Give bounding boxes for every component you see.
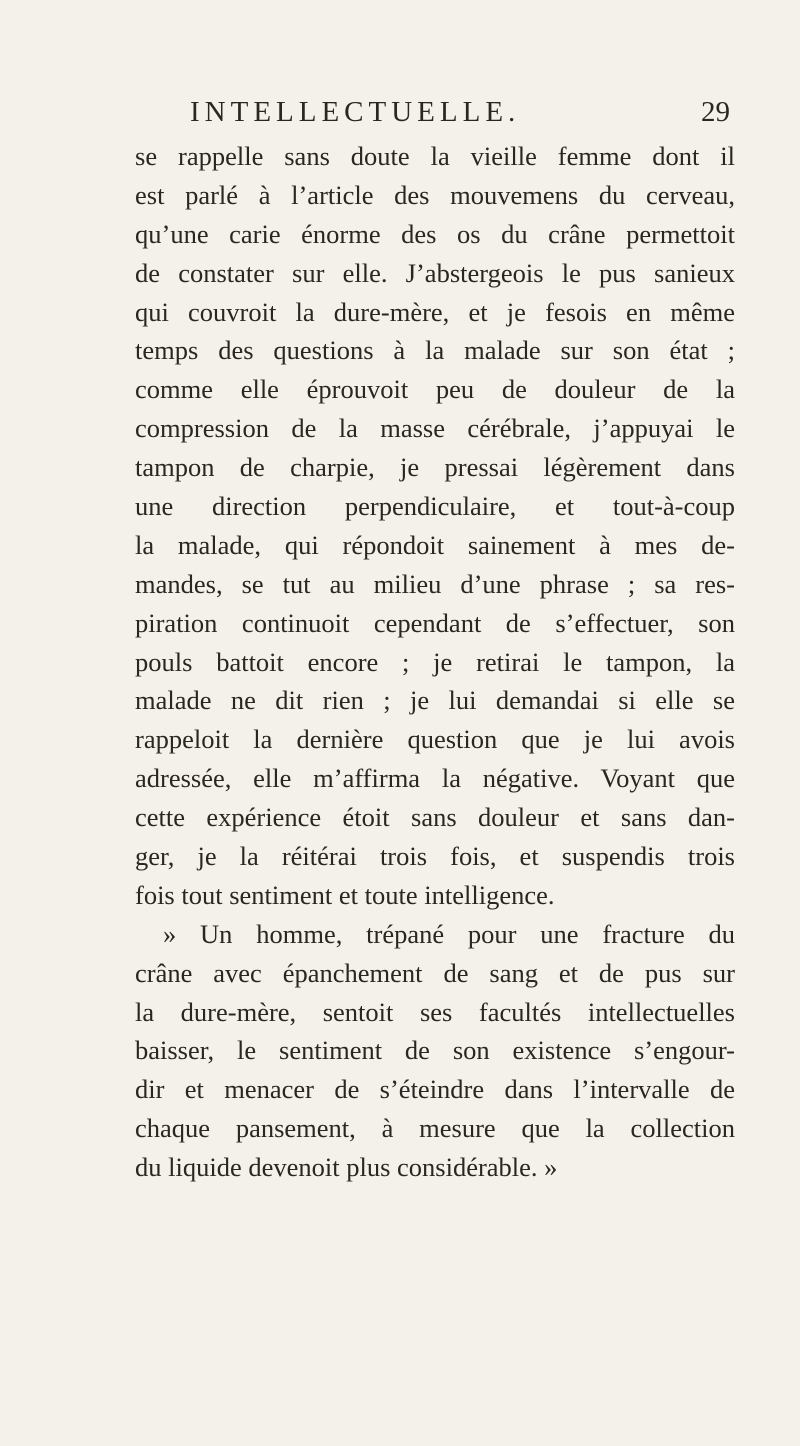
text-line: mandes, se tut au milieu d’une phrase ; sa res- bbox=[135, 568, 735, 599]
text-line: est parlé à l’article des mouvemens du cerveau, bbox=[135, 179, 735, 210]
text-line: qu’une carie énorme des os du crâne permettoit bbox=[135, 218, 735, 249]
text-line: la dure-mère, sentoit ses facultés intellectuelles bbox=[135, 996, 735, 1027]
body-text bbox=[135, 137, 735, 1187]
text-line: du liquide devenoit plus considérable. » bbox=[135, 1152, 558, 1183]
text-line: adressée, elle m’affirma la négative. Voyant que bbox=[135, 763, 735, 794]
text-line: pouls battoit encore ; je retirai le tampon, la bbox=[135, 646, 735, 677]
text-line: cette expérience étoit sans douleur et sans dan- bbox=[135, 802, 735, 833]
text-line: tampon de charpie, je pressai légèrement dans bbox=[135, 452, 735, 483]
text-line: de constater sur elle. J’abstergeois le pus sanieux bbox=[135, 257, 735, 288]
running-title: INTELLECTUELLE. bbox=[190, 96, 521, 128]
page-number: 29 bbox=[701, 96, 730, 128]
text-line: une direction perpendiculaire, et tout-à-coup bbox=[135, 491, 735, 522]
running-head bbox=[190, 92, 730, 132]
text-line: dir et menacer de s’éteindre dans l’intervalle de bbox=[135, 1074, 735, 1105]
text-line: ger, je la réitérai trois fois, et suspendis trois bbox=[135, 841, 735, 872]
text-line: piration continuoit cependant de s’effectuer, son bbox=[135, 607, 735, 638]
text-line: chaque pansement, à mesure que la collection bbox=[135, 1113, 735, 1144]
text-line: qui couvroit la dure-mère, et je fesois en même bbox=[135, 296, 735, 327]
text-line: se rappelle sans doute la vieille femme dont il bbox=[135, 141, 735, 171]
text-line: compression de la masse cérébrale, j’appuyai le bbox=[135, 413, 735, 444]
text-line: malade ne dit rien ; je lui demandai si elle se bbox=[135, 685, 735, 716]
paragraph-first-line: » Un homme, trépané pour une fracture du bbox=[163, 918, 735, 949]
text-line: la malade, qui répondoit sainement à mes de- bbox=[135, 529, 735, 560]
text-line: temps des questions à la malade sur son état ; bbox=[135, 335, 735, 366]
text-line: rappeloit la dernière question que je lui avois bbox=[135, 724, 735, 755]
text-line: fois tout sentiment et toute intelligence. bbox=[135, 879, 555, 910]
text-line: comme elle éprouvoit peu de douleur de la bbox=[135, 374, 735, 405]
text-line: crâne avec épanchement de sang et de pus sur bbox=[135, 957, 735, 988]
text-line: baisser, le sentiment de son existence s’engour- bbox=[135, 1035, 735, 1066]
